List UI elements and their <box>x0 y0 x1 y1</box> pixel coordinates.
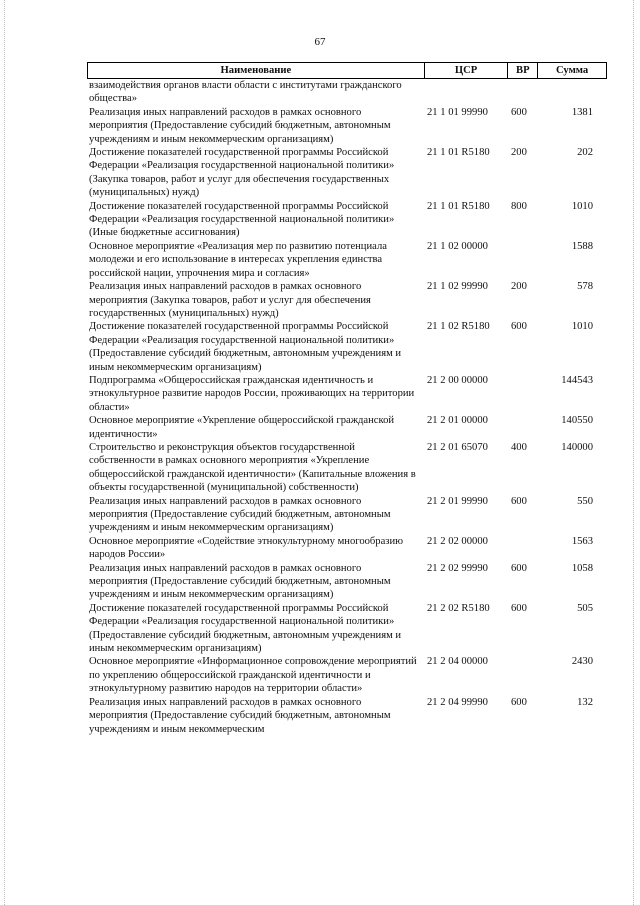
header-csr: ЦСР <box>425 63 509 78</box>
row-csr: 21 2 02 00000 <box>427 535 488 547</box>
row-name: Строительство и реконструкция объектов государственной собственности в рамках основного мероприятия «Укрепление общероссийской гражданской идентичности» (Капитальные вложения в объекты государственной (муниципальной) собственности) <box>89 441 416 494</box>
left-margin-line <box>4 0 6 905</box>
row-csr: 21 2 02 99990 <box>427 562 488 574</box>
row-name: Реализация иных направлений расходов в рамках основного мероприятия (Закупка товаров, работ и услуг для обеспечения государственных (муниципальных) нужд) <box>89 281 371 319</box>
page-number: 67 <box>314 36 326 48</box>
table-row <box>87 696 607 736</box>
row-vr <box>509 414 539 441</box>
table-row <box>87 414 607 441</box>
row-name: Реализация иных направлений расходов в рамках основного мероприятия (Предоставление субсидий бюджетным, автономным учреждениям и иным некоммерческим <box>89 696 391 735</box>
row-name: Подпрограмма «Общероссийская гражданская идентичность и этнокультурное развитие народов России, проживающих на территории области» <box>89 374 415 413</box>
row-sum: 202 <box>577 147 593 159</box>
row-vr: 600 <box>511 495 527 507</box>
row-sum: 140550 <box>561 415 593 427</box>
row-csr: 21 1 01 R5180 <box>427 200 490 212</box>
table-row <box>87 374 607 414</box>
row-csr: 21 2 00 00000 <box>427 374 488 386</box>
row-vr <box>509 79 539 106</box>
row-sum: 1588 <box>571 240 593 252</box>
row-vr: 200 <box>511 281 527 293</box>
row-sum: 1381 <box>571 106 593 118</box>
table-row <box>87 106 607 146</box>
row-vr: 600 <box>511 602 527 614</box>
budget-table <box>87 62 607 736</box>
row-sum: 550 <box>577 495 593 507</box>
row-csr: 21 2 01 65070 <box>427 441 488 453</box>
table-row <box>87 535 607 562</box>
row-name: взаимодействия органов власти области с институтами гражданского общества» <box>89 80 402 105</box>
row-name: Достижение показателей государственной программы Российской Федерации «Реализация государственной национальной политики» (Предоставление субсидий бюджетным, автономным учреждениям и иным некоммерческим организациям) <box>89 602 402 655</box>
row-vr: 600 <box>511 321 527 333</box>
table-row <box>87 655 607 695</box>
row-name: Достижение показателей государственной программы Российской Федерации «Реализация государственной национальной политики» (Иные бюджетные ассигнования) <box>89 200 395 239</box>
row-sum: 1010 <box>571 200 593 212</box>
row-name: Достижение показателей государственной программы Российской Федерации «Реализация государственной национальной политики» (Закупка товаров, работ и услуг для обеспечения государственных (муниципальных) нужд) <box>89 147 395 199</box>
row-name: Реализация иных направлений расходов в рамках основного мероприятия (Предоставление субсидий бюджетным, автономным учреждениям и иным некоммерческим организациям) <box>89 495 391 534</box>
row-sum: 1563 <box>571 535 593 547</box>
row-sum <box>539 79 607 106</box>
row-vr <box>509 374 539 414</box>
row-csr: 21 1 01 99990 <box>427 106 488 118</box>
row-csr: 21 2 04 99990 <box>427 696 488 708</box>
header-sum: Сумма <box>556 65 589 76</box>
row-csr: 21 2 04 00000 <box>427 656 488 668</box>
table-body <box>87 79 607 736</box>
row-name: Основное мероприятие «Содействие этнокультурному многообразию народов России» <box>89 535 404 561</box>
row-name: Реализация иных направлений расходов в рамках основного мероприятия (Предоставление субсидий бюджетным, автономным учреждениям и иным некоммерческим организациям) <box>89 106 391 145</box>
table-row <box>87 441 607 495</box>
row-csr: 21 1 01 R5180 <box>427 147 490 159</box>
row-name: Достижение показателей государственной программы Российской Федерации «Реализация государственной национальной политики» (Предоставление субсидий бюджетным, автономным учреждениям и иным некоммерческим организациям) <box>89 321 402 373</box>
row-csr: 21 1 02 99990 <box>427 281 488 293</box>
row-vr <box>509 240 539 280</box>
table-row <box>87 280 607 320</box>
row-name: Основное мероприятие «Информационное сопровождение мероприятий по укреплению общероссийской гражданской идентичности и этнокультурному развитию народов на территории области» <box>89 656 417 695</box>
table-row <box>87 562 607 602</box>
row-vr: 800 <box>511 200 527 212</box>
row-csr: 21 1 02 R5180 <box>427 321 490 333</box>
table-header <box>87 62 607 79</box>
row-vr: 600 <box>511 106 527 118</box>
table-row <box>87 602 607 656</box>
header-name: Наименование <box>88 63 425 78</box>
row-sum: 505 <box>577 602 593 614</box>
row-sum: 144543 <box>561 374 593 386</box>
row-csr: 21 2 01 00000 <box>427 415 488 427</box>
row-sum: 132 <box>577 696 593 708</box>
row-vr <box>509 655 539 695</box>
row-name: Основное мероприятие «Укрепление общероссийской гражданской идентичности» <box>89 415 395 440</box>
table-row <box>87 79 607 106</box>
row-name: Основное мероприятие «Реализация мер по развитию потенциала молодежи и его использование в интересах укрепления единства российской нации, упрочнения мира и согласия» <box>89 240 387 279</box>
header-vr: ВР <box>508 63 538 78</box>
row-sum: 1010 <box>571 321 593 333</box>
table-row <box>87 200 607 240</box>
table-row <box>87 240 607 280</box>
row-csr: 21 2 01 99990 <box>427 495 488 507</box>
row-csr <box>425 79 509 106</box>
right-margin-line <box>633 0 635 905</box>
row-vr: 600 <box>511 562 527 574</box>
table-row <box>87 495 607 535</box>
row-csr: 21 1 02 00000 <box>427 240 488 252</box>
row-vr: 400 <box>511 441 527 453</box>
row-vr: 600 <box>511 696 527 708</box>
table-row <box>87 146 607 200</box>
row-vr: 200 <box>511 147 527 159</box>
row-csr: 21 2 02 R5180 <box>427 602 490 614</box>
table-row <box>87 320 607 374</box>
row-sum: 2430 <box>571 656 593 668</box>
row-sum: 578 <box>577 281 593 293</box>
row-sum: 140000 <box>561 441 593 453</box>
row-name: Реализация иных направлений расходов в рамках основного мероприятия (Предоставление субсидий бюджетным, автономным учреждениям и иным некоммерческим организациям) <box>89 562 391 601</box>
row-vr <box>509 535 539 562</box>
row-sum: 1058 <box>571 562 593 574</box>
